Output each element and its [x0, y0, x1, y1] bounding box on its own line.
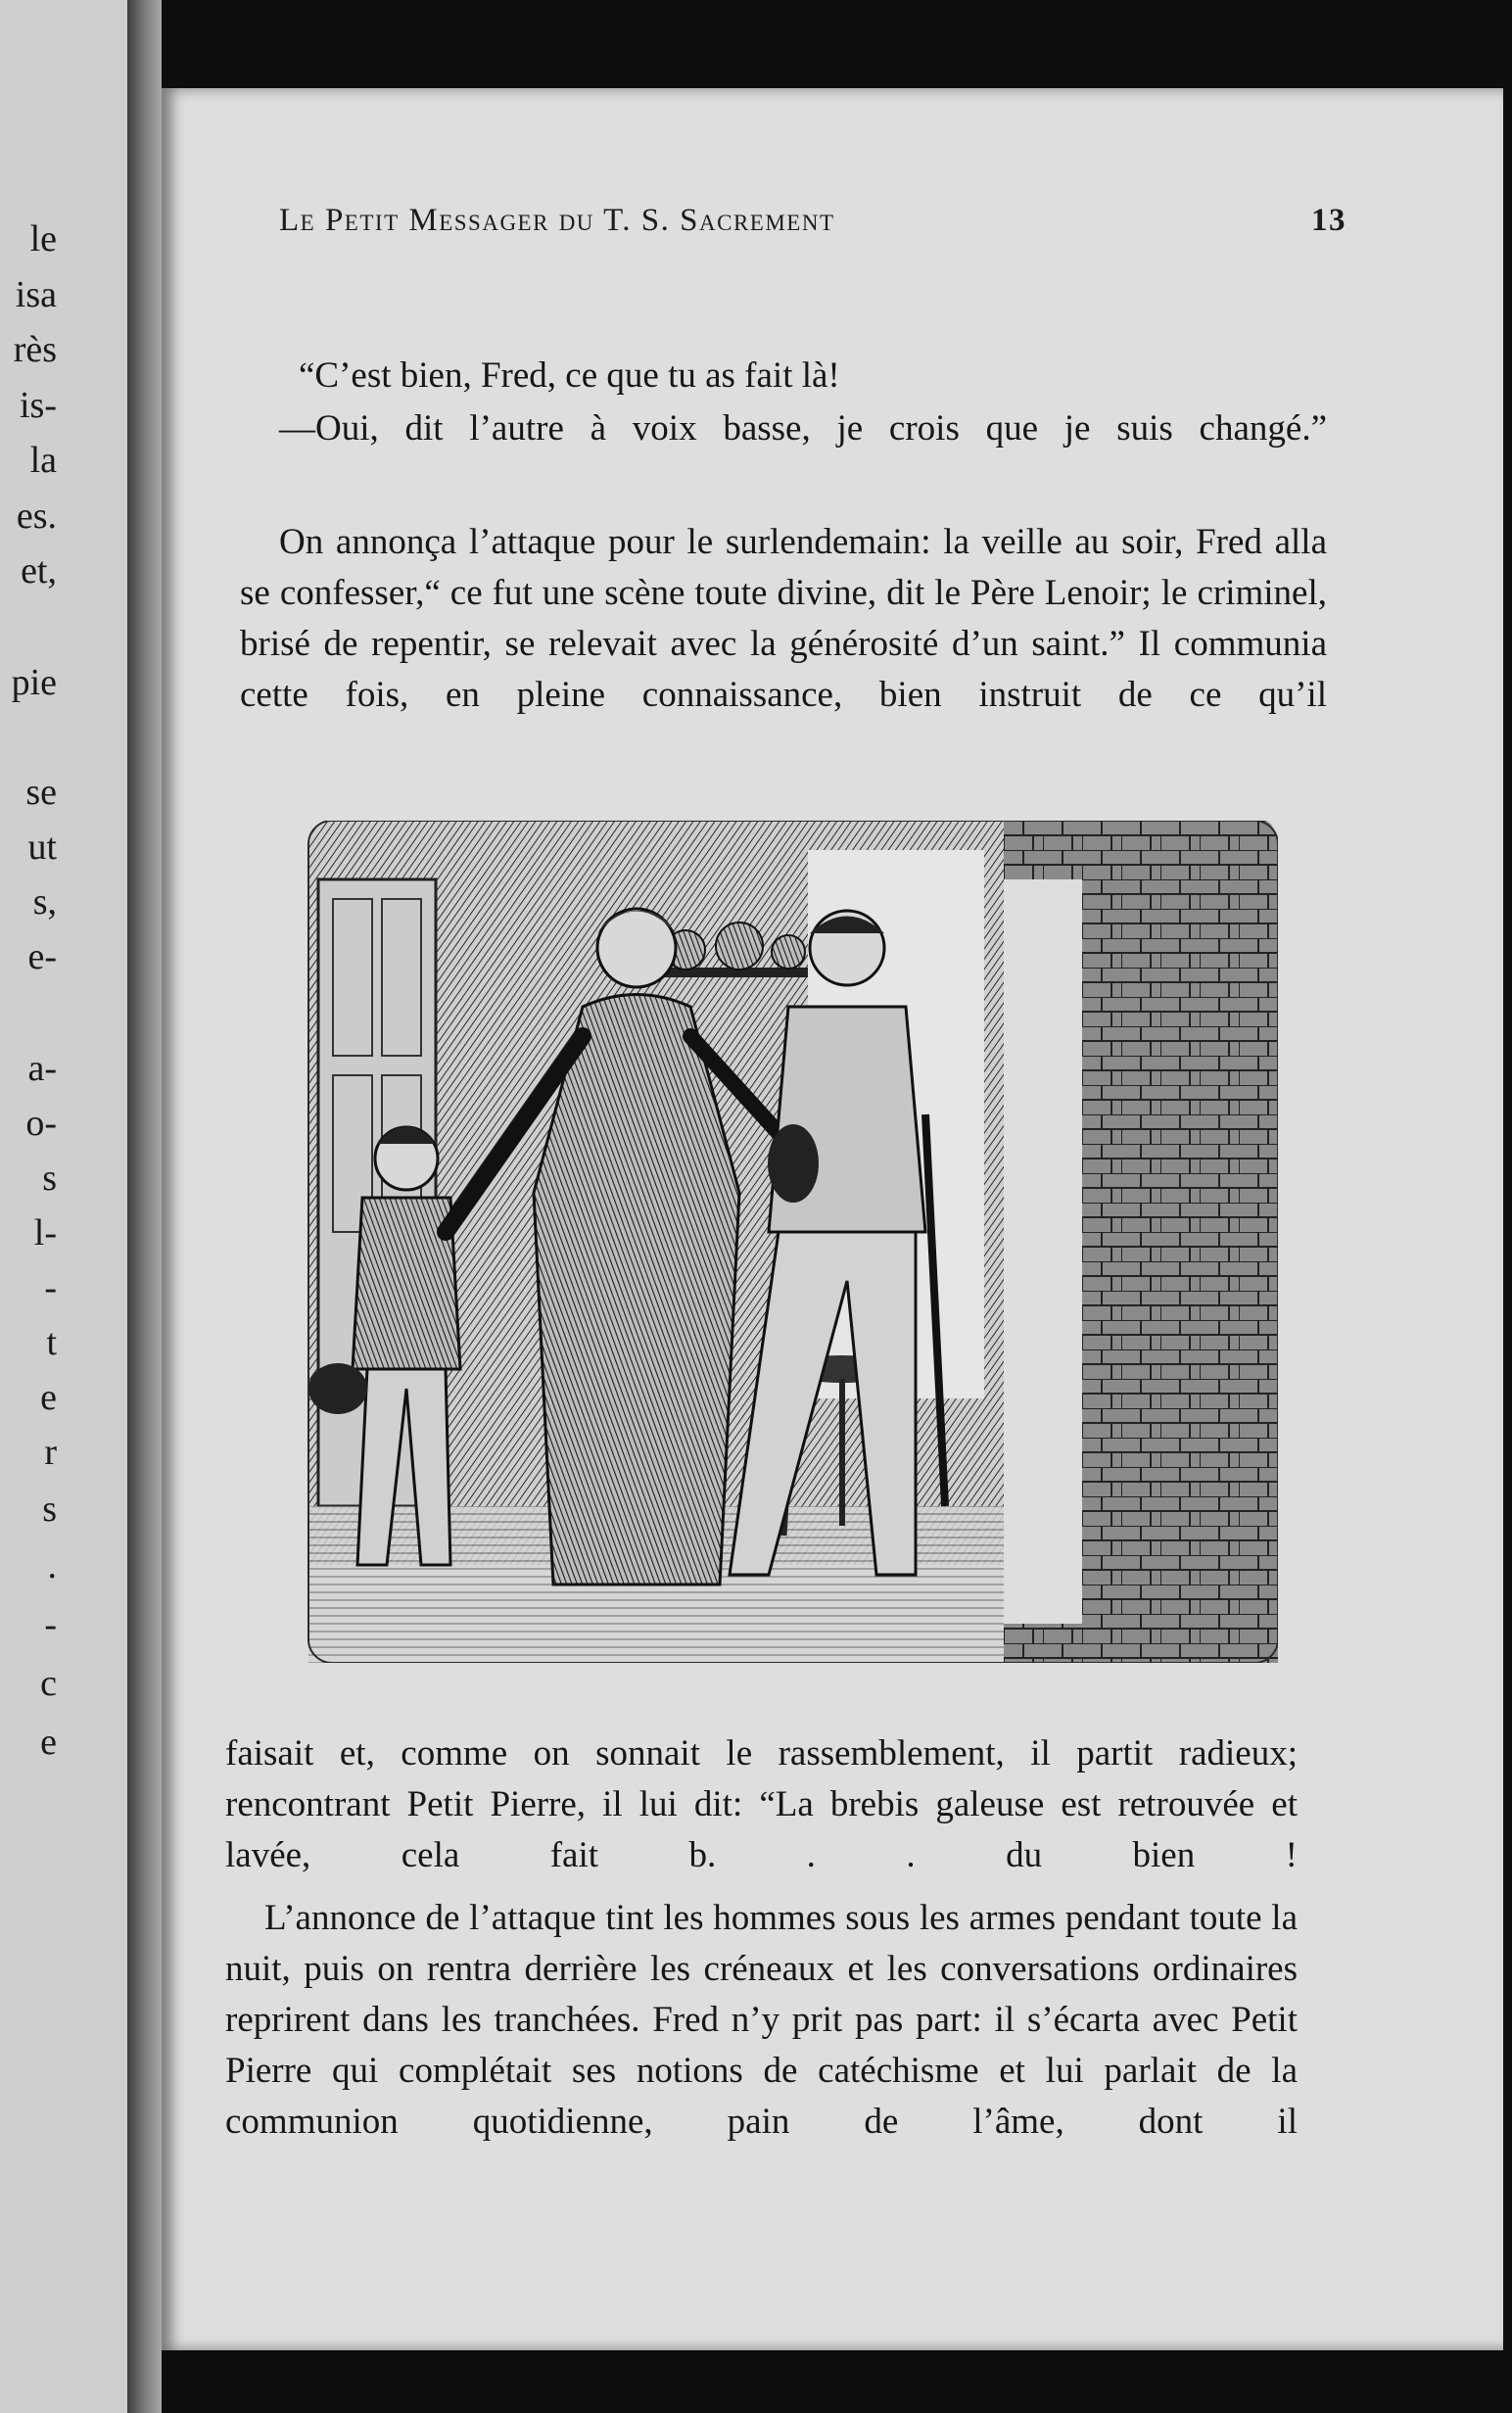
page-number: 13: [1311, 203, 1347, 238]
left-fragment: pie: [11, 662, 57, 703]
left-fragment: r: [44, 1432, 57, 1473]
left-fragment: es.: [16, 496, 57, 537]
book-gutter: [127, 0, 162, 2413]
left-fragment: c: [40, 1663, 57, 1704]
left-fragment: e-: [27, 936, 57, 977]
left-fragment: s,: [32, 881, 57, 923]
left-fragment: t: [46, 1322, 57, 1363]
left-fragment: .: [47, 1545, 57, 1586]
paragraph-1: “C’est bien, Fred, ce que tu as fait là!: [299, 355, 840, 396]
left-fragment: se: [25, 772, 57, 813]
left-fragment: s: [42, 1158, 57, 1199]
paragraph-2: —Oui, dit l’autre à voix basse, je crois que je suis changé.”: [279, 408, 1327, 449]
left-fragment: e: [40, 1377, 57, 1418]
page-header: [279, 203, 1347, 239]
paragraph-5: L’annonce de l’attaque tint les hommes sous les armes pendant toute la nuit, puis on rentra derrière les créneaux et les conversations ordinaires reprirent dans les tranchées. Fred n’y prit pas part: il s’écarta avec Petit Pierre qui complétait ses notions de catéchisme et lui parlait de la communion quotidienne, pain de l’âme, dont il: [225, 1898, 1298, 2142]
left-fragment: la: [29, 440, 57, 481]
left-fragment: o-: [25, 1103, 57, 1144]
paragraph-3: On annonça l’attaque pour le surlendemain: la veille au soir, Fred alla se confesser,“ ce fut une scène toute divine, dit le Père Lenoir; le criminel, brisé de repentir, se relevait avec la générosité d’un saint.” Il communia cette fois, en pleine connaissance, bien instruit de ce qu’il: [240, 522, 1327, 715]
engraved-illustration: [299, 821, 1278, 1663]
left-fragment: rès: [13, 329, 57, 370]
left-fragment: l-: [33, 1212, 57, 1254]
left-fragment: le: [29, 218, 57, 260]
left-fragment: s: [42, 1489, 57, 1530]
left-fragment: -: [44, 1267, 57, 1308]
left-fragment: ut: [27, 827, 57, 868]
left-fragment: et,: [21, 550, 57, 591]
left-fragment: e: [40, 1722, 57, 1763]
stone-fireplace: [1004, 821, 1278, 1663]
paragraph-4: faisait et, comme on sonnait le rassemblement, il partit radieux; rencontrant Petit Pierre, il lui dit: “La brebis galeuse est retrouvée et lavée, cela fait b. . . du bien !: [225, 1733, 1298, 1875]
running-title: Le Petit Messager du T. S. Sacrement: [279, 203, 835, 238]
left-fragment: -: [44, 1604, 57, 1645]
left-fragment: isa: [15, 274, 57, 315]
left-fragment: a-: [27, 1048, 57, 1089]
left-fragment: is-: [20, 385, 57, 426]
